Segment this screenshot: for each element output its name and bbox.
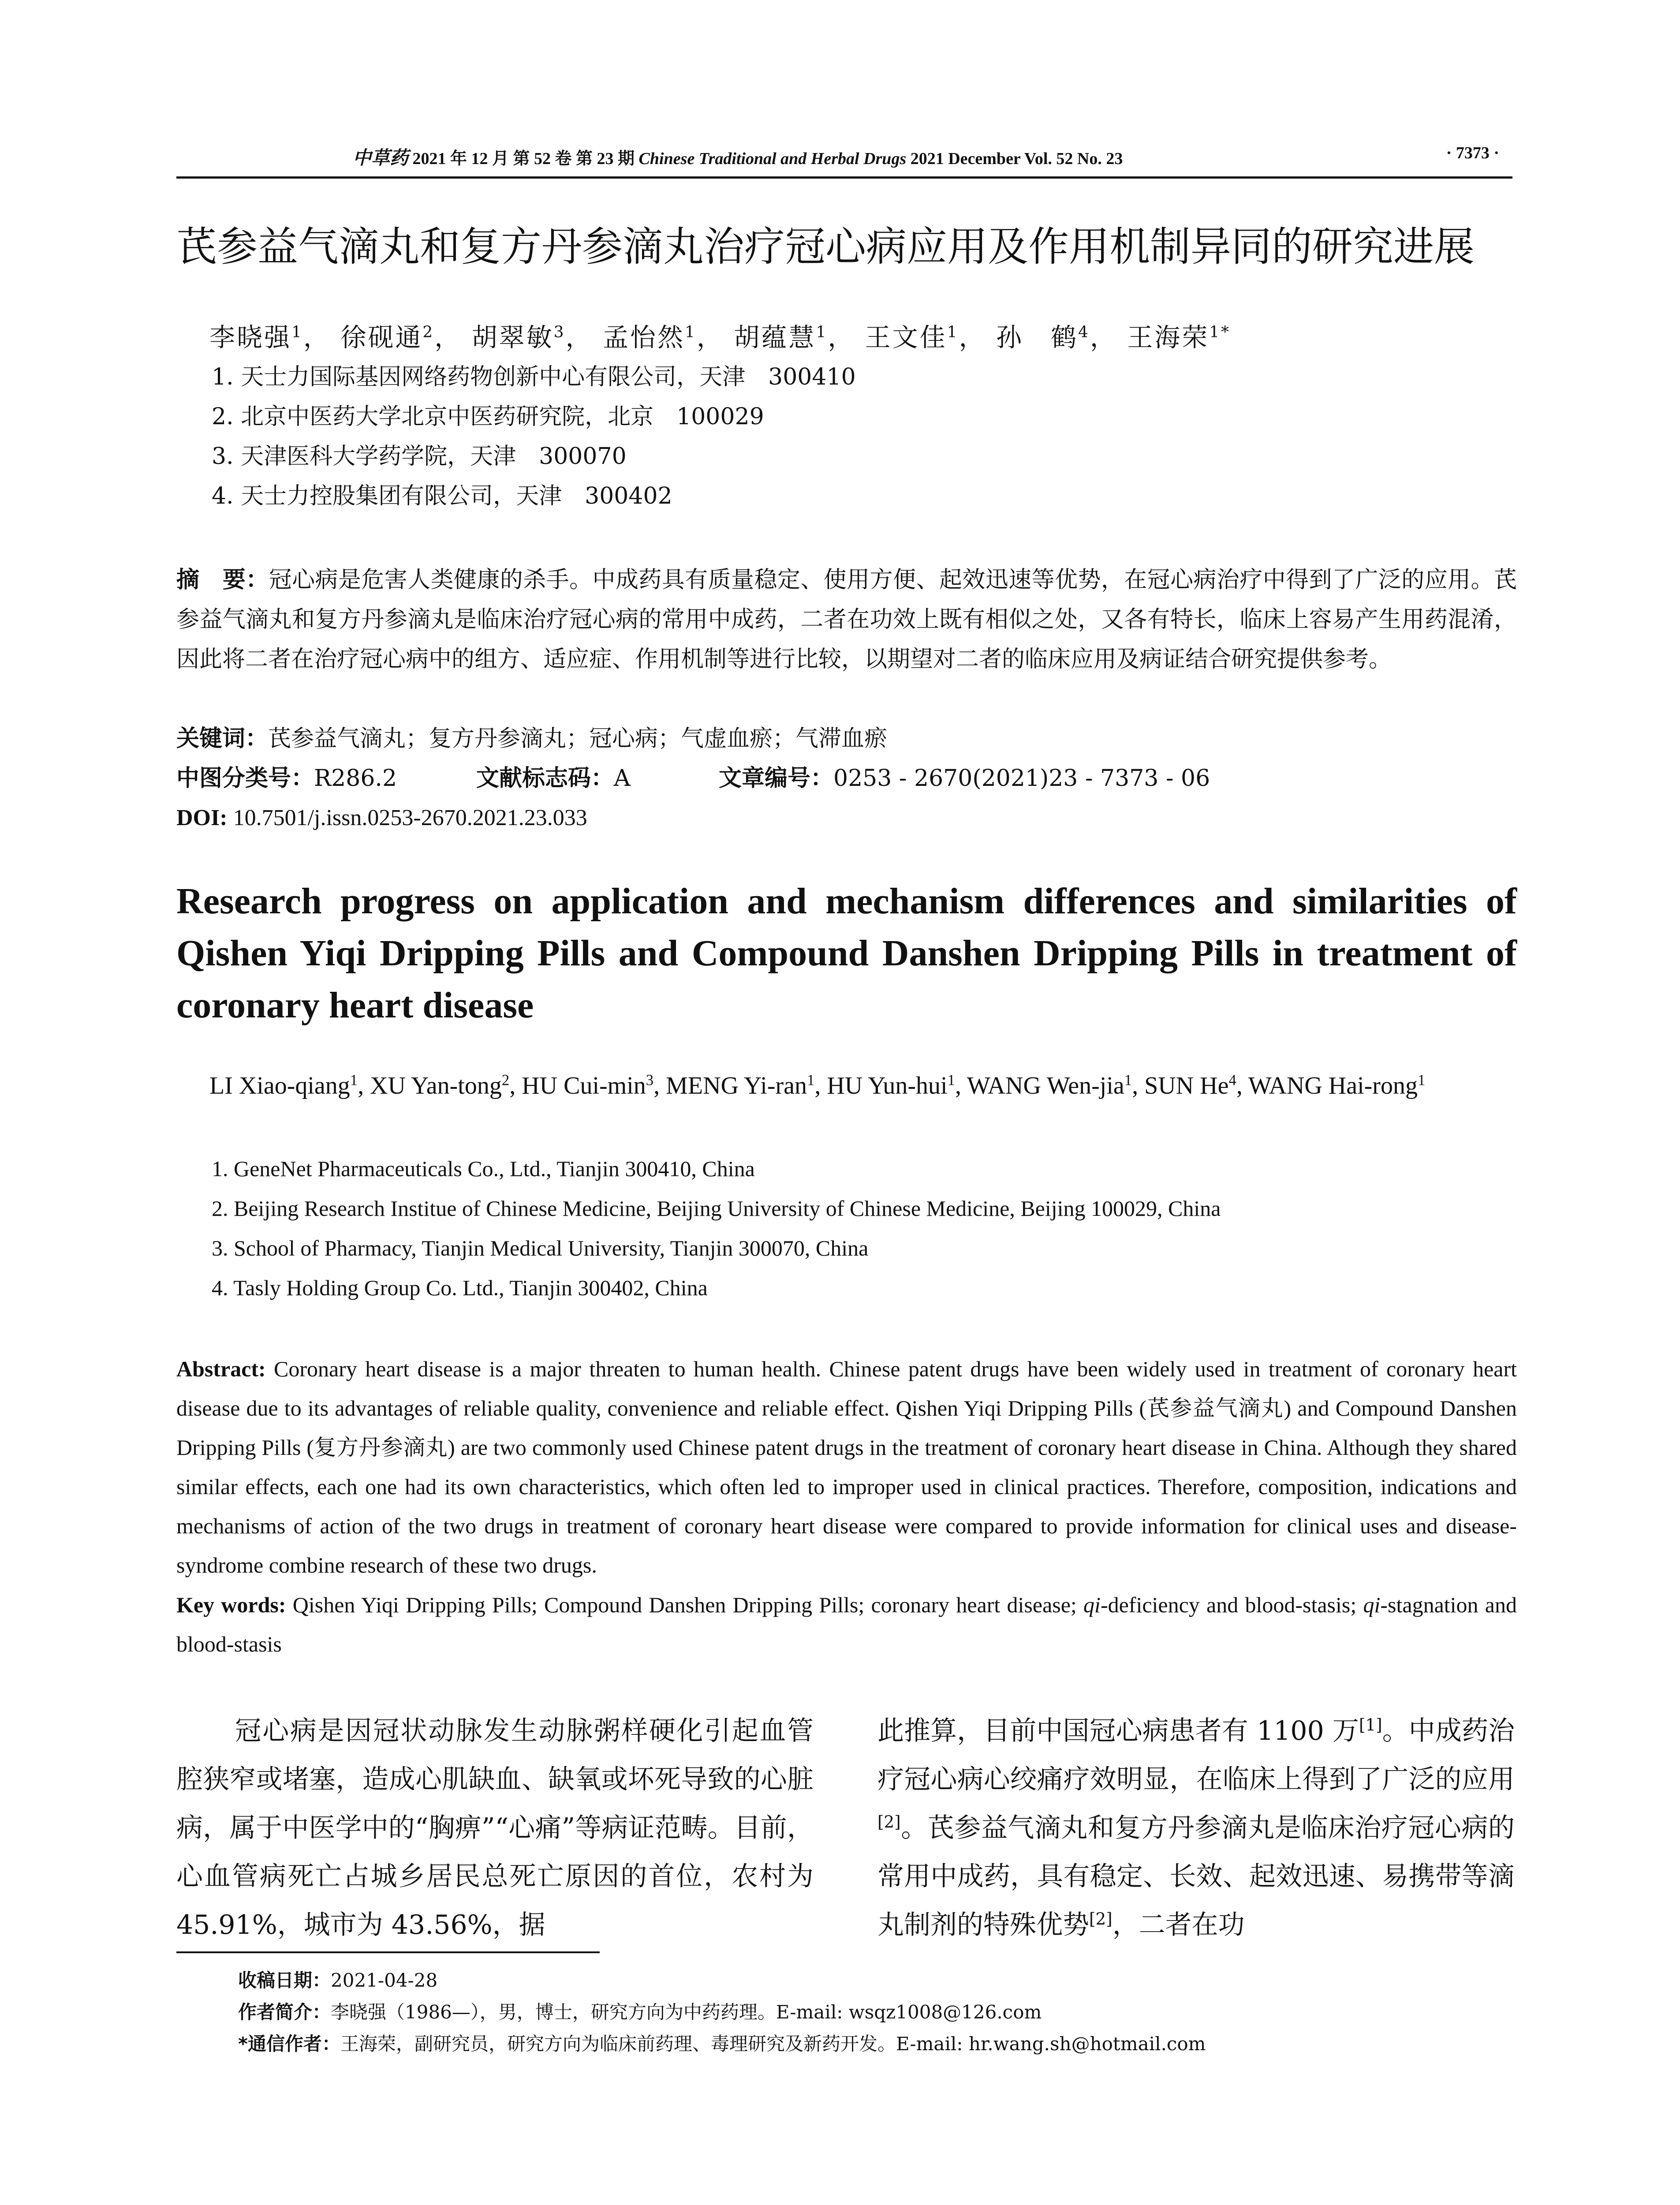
citation-link[interactable]: [2] — [1089, 1909, 1113, 1928]
corresponding-value: 王海荣，副研究员，研究方向为临床前药理、毒理研究及新药开发。E-mail: hr.wang.sh@hotmail.com — [340, 2033, 1206, 2055]
footnote-author-bio — [238, 1996, 1042, 2028]
author-en: SUN He — [1144, 1072, 1229, 1099]
author-aff-marker: 3 — [553, 323, 566, 341]
affiliation-en: 4. Tasly Holding Group Co. Ltd., Tianjin 300402, China — [212, 1275, 708, 1300]
journal-name-en: Chinese Traditional and Herbal Drugs — [638, 149, 907, 168]
author-aff-marker: 2 — [501, 1071, 510, 1089]
classification-line — [176, 759, 397, 798]
article-number-label: 文章编号： — [719, 765, 834, 792]
author-aff-marker: 1 — [350, 1071, 358, 1089]
page-number: · 7373 · — [1446, 144, 1499, 162]
keywords-en-qi: qi — [1083, 1592, 1101, 1617]
keywords-zh-label: 关键词： — [176, 725, 269, 752]
journal-name-zh: 中草药 — [353, 148, 409, 168]
body-paragraph: 冠心病是因冠状动脉发生动脉粥样硬化引起血管腔狭窄或堵塞，造成心肌缺血、缺氧或坏死导致的心脏病，属于中医学中的“胸痹”“心痛”等病证范畴。目前，心血管病死亡占城乡居民总死亡原因的首位，农村为 45.91%，城市为 43.56%，据 — [176, 1715, 814, 1940]
doi-value: 10.7501/j.issn.0253-2670.2021.23.033 — [227, 805, 587, 830]
clc-value: R286.2 — [314, 765, 397, 792]
doi-line — [176, 798, 587, 838]
corresponding-label: *通信作者： — [238, 2033, 340, 2055]
affiliation-zh: 3. 天津医科大学药学院，天津 300070 — [212, 443, 627, 470]
abstract-zh-text: 冠心病是危害人类健康的杀手。中成药具有质量稳定、使用方便、起效迅速等优势，在冠心病治疗中得到了广泛的应用。芪参益气滴丸和复方丹参滴丸是临床治疗冠心病的常用中成药，二者在功效上既有相似之处，又各有特长，临床上容易产生用药混淆，因此将二者在治疗冠心病中的组方、适应症、作用机制等进行比较，以期望对二者的临床应用及病证结合研究提供参考。 — [176, 567, 1517, 673]
author-zh: 王文佳 — [865, 322, 947, 352]
affiliation-en: 1. GeneNet Pharmaceuticals Co., Ltd., Tianjin 300410, China — [212, 1156, 755, 1181]
keywords-en — [176, 1585, 1517, 1664]
abstract-en-label: Abstract: — [176, 1357, 266, 1381]
citation-link[interactable]: [1] — [1359, 1715, 1382, 1734]
author-aff-marker: 1 — [1124, 1071, 1132, 1089]
author-en: LI Xiao-qiang — [209, 1072, 350, 1099]
author-en: HU Cui-min — [522, 1072, 646, 1099]
footnote-rule — [176, 1951, 600, 1953]
running-header-left — [353, 143, 1123, 170]
author-aff-marker: 1 — [807, 1071, 815, 1089]
keywords-en-qi: qi — [1363, 1592, 1381, 1617]
author-zh: 王海荣 — [1127, 322, 1210, 352]
author-aff-marker: 1 — [947, 323, 959, 341]
footnote-received — [238, 1965, 437, 1996]
title-en: Research progress on application and mechanism differences and similarities of Qishen Yiqi Dripping Pills and Compound Danshen Dripping Pills in treatment of coronary heart disease — [176, 881, 1517, 1026]
author-aff-marker: 4 — [1228, 1071, 1236, 1089]
received-value: 2021-04-28 — [331, 1970, 438, 1991]
author-aff-marker: 4 — [1078, 323, 1090, 341]
affiliation-zh: 4. 天士力控股集团有限公司，天津 300402 — [212, 483, 672, 509]
author-aff-marker: 1 — [816, 323, 828, 341]
abstract-en-text: Coronary heart disease is a major threaten to human health. Chinese patent drugs have been widely used in treatment of coronary heart disease due to its advantages of reliable quality, convenience and reliable effect. Qishen Yiqi Dripping Pills (芪参益气滴丸) and Compound Danshen Dripping Pills (复方丹参滴丸) are two commonly used Chinese patent drugs in the treatment of coronary heart disease in China. Although they shared similar effects, each one had its own characteristics, which often led to improper used in clinical practices. Therefore, composition, indications and mechanisms of action of the two drugs in treatment of coronary heart disease were compared to provide information for clinical uses and disease-syndrome combine research of these two drugs. — [176, 1357, 1517, 1577]
keywords-en-part3: -stagnation and blood-stasis — [176, 1592, 1517, 1656]
body-text: 。中成药治疗冠心病心绞痛疗效明显，在临床上得到了广泛的应用 — [877, 1715, 1515, 1795]
author-aff-marker: 3 — [646, 1071, 654, 1089]
author-aff-marker: 1 — [947, 1071, 955, 1089]
running-header — [176, 143, 1512, 174]
author-aff-marker: 1 — [291, 323, 303, 341]
doi-label: DOI: — [176, 805, 228, 830]
body-text: 此推算，目前中国冠心病患者有 1100 万 — [877, 1715, 1359, 1746]
author-en: WANG Wen-jia — [967, 1072, 1124, 1099]
body-text: 。芪参益气滴丸和复方丹参滴丸是临床治疗冠心病的常用中成药，具有稳定、长效、起效迅速、易携带等滴丸制剂的特殊优势 — [877, 1813, 1515, 1940]
body-column-left — [176, 1707, 814, 1949]
footnote-corresponding — [238, 2028, 1206, 2060]
received-label: 收稿日期： — [238, 1970, 331, 1991]
author-zh: 胡蕴慧 — [734, 322, 816, 352]
article-number — [719, 759, 1210, 798]
issue-info-zh: 2021 年 12 月 第 52 卷 第 23 期 — [408, 149, 639, 168]
author-en: HU Yun-hui — [827, 1072, 948, 1099]
keywords-en-label: Key words: — [176, 1592, 286, 1617]
authors-zh: 李晓强$^1$， 徐砚通$^2$， 胡翠敏$^3$， 孟怡然$^1$， 胡蕴慧$^1$， 王文佳$^1$， 孙 鹤$^4$， 王海荣$^{1*}$ — [209, 322, 1231, 352]
citation-link[interactable]: [2] — [877, 1812, 901, 1831]
keywords-zh-text: 芪参益气滴丸；复方丹参滴丸；冠心病；气虚血瘀；气滞血瘀 — [268, 725, 888, 752]
title-zh: 芪参益气滴丸和复方丹参滴丸治疗冠心病应用及作用机制异同的研究进展 — [176, 223, 1475, 270]
author-en: WANG Hai-rong — [1248, 1072, 1418, 1099]
author-zh: 孟怡然 — [602, 322, 685, 352]
doc-code-value: A — [614, 765, 631, 792]
author-aff-marker: 1* — [1209, 323, 1231, 341]
author-en: XU Yan-tong — [370, 1072, 502, 1099]
keywords-zh — [176, 719, 887, 759]
issue-info-en: 2021 December Vol. 52 No. 23 — [906, 149, 1123, 168]
author-zh: 胡翠敏 — [471, 322, 554, 352]
affiliation-en: 3. School of Pharmacy, Tianjin Medical University, Tianjin 300070, China — [212, 1236, 869, 1260]
abstract-en — [176, 1349, 1517, 1585]
abstract-zh-label: 摘 要： — [176, 567, 269, 593]
author-zh: 徐砚通 — [340, 322, 423, 352]
abstract-zh — [176, 560, 1517, 679]
bio-value: 李晓强（1986—），男，博士，研究方向为中药药理。E-mail: wsqz1008@126.com — [331, 2001, 1042, 2023]
body-text: ，二者在功 — [1112, 1910, 1245, 1940]
article-number-value: 0253 - 2670(2021)23 - 7373 - 06 — [833, 765, 1210, 792]
affiliation-en: 2. Beijing Research Institue of Chinese Medicine, Beijing University of Chinese Medicine, Beijing 100029, China — [212, 1196, 1221, 1221]
doc-code-label: 文献标志码： — [476, 765, 614, 792]
affiliation-zh: 1. 天士力国际基因网络药物创新中心有限公司，天津 300410 — [212, 364, 856, 390]
author-aff-marker: 1 — [1417, 1071, 1426, 1089]
keywords-en-part1: Qishen Yiqi Dripping Pills; Compound Danshen Dripping Pills; coronary heart disease; — [286, 1592, 1084, 1617]
author-aff-marker: 2 — [422, 323, 435, 341]
author-zh: 孙 鹤 — [996, 322, 1078, 352]
header-rule — [176, 176, 1512, 179]
affiliation-zh: 2. 北京中医药大学北京中医药研究院，北京 100029 — [212, 404, 764, 430]
authors-en: LI Xiao-qiang$^1$, XU Yan-tong$^2$, HU Cui-$\min^3$, MENG Yi-ran$^1$, HU Yun-hui$^1$, WANG Wen-jia$^1$, SUN He$^4$, WANG Hai-rong$^1$ — [209, 1071, 1426, 1099]
body-column-right — [877, 1707, 1515, 1949]
bio-label: 作者简介： — [238, 2001, 331, 2023]
keywords-en-part2: -deficiency and blood-stasis; — [1100, 1592, 1363, 1617]
author-en: MENG Yi-ran — [666, 1072, 807, 1099]
clc-label: 中图分类号： — [176, 765, 314, 792]
author-aff-marker: 1 — [685, 323, 697, 341]
author-zh: 李晓强 — [209, 322, 292, 352]
document-code — [476, 759, 631, 798]
